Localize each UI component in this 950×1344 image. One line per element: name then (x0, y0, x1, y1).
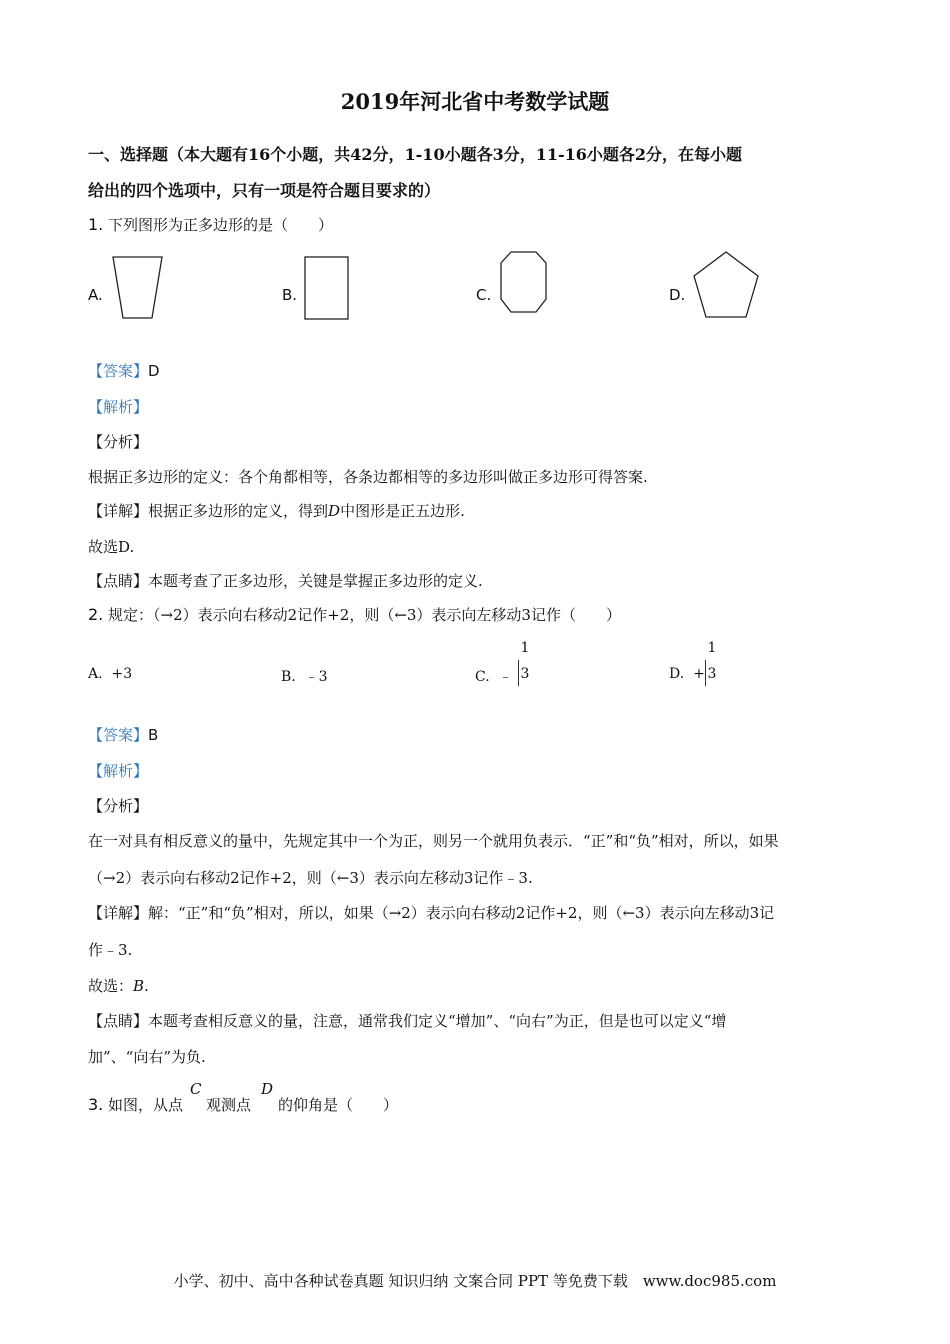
variable-d: D (328, 502, 341, 520)
q1-fenxi-tag: 【分析】 (88, 433, 149, 451)
option-label: C. (475, 669, 490, 685)
octagon-figure (498, 250, 550, 316)
question-text-b: 观测点 (206, 1096, 252, 1114)
answer-value: B (148, 726, 159, 744)
q1-option-a-label: A. (88, 286, 103, 304)
q1-xiangjie (88, 500, 465, 521)
q2-fenxi-tag: 【分析】 (88, 797, 149, 815)
question-3 (88, 1094, 183, 1115)
question-2 (88, 604, 621, 625)
option-value: + (693, 666, 705, 682)
q1-dianjing (88, 570, 483, 591)
question-text-a: 如图，从点 (108, 1096, 184, 1114)
q1-jiexi-tag: 【解析】 (88, 398, 149, 416)
answer-value: D (148, 362, 160, 380)
rectangle-figure (302, 254, 352, 322)
q2-jiexi-tag: 【解析】 (88, 762, 149, 780)
dianjing-tag: 【点睛】 (88, 572, 149, 590)
question-text: 规定：（→2）表示向右移动2记作+2，则（←3）表示向左移动3记作（ ） (108, 606, 621, 624)
question-number: 1. (88, 215, 104, 234)
q2-answer (88, 724, 158, 745)
xiangjie-text: 解：“正”和“负”相对，所以，如果（→2）表示向右移动2记作+2，则（←3）表示向左移动3记 (148, 904, 775, 922)
answer-tag: 【答案】 (88, 726, 149, 744)
q2-guxuan (88, 975, 149, 996)
xiangjie-text-b: 中图形是正五边形. (340, 502, 465, 520)
q2-xiangjie-line2: 作﹣3. (88, 941, 133, 959)
variable-c: C (190, 1080, 202, 1098)
q2-d-denominator: 3 (707, 666, 717, 682)
option-value: ﹣3 (304, 669, 328, 685)
q2-dianjing-line1 (88, 1010, 726, 1031)
q2-xiangjie-line1 (88, 902, 774, 923)
trapezoid-figure (110, 254, 166, 322)
section-heading-line2: 给出的四个选项中，只有一项是符合题目要求的） (88, 181, 441, 200)
q2-option-d (669, 666, 705, 682)
option-label: A. (88, 666, 103, 682)
xiangjie-tag: 【详解】 (88, 502, 149, 520)
question-number: 3. (88, 1095, 104, 1114)
guxuan-text: 故选： (88, 977, 134, 995)
question-text-c: 的仰角是（ ） (278, 1096, 399, 1114)
xiangjie-text-a: 根据正多边形的定义，得到 (148, 502, 329, 520)
dianjing-text: 本题考查相反意义的量，注意，通常我们定义“增加”、“向右”为正，但是也可以定义“增 (148, 1012, 727, 1030)
q1-answer (88, 360, 160, 381)
answer-tag: 【答案】 (88, 362, 149, 380)
q1-option-d-label: D. (669, 286, 686, 304)
q1-option-b-label: B. (282, 286, 298, 304)
page-title: 2019年河北省中考数学试题 (340, 89, 610, 114)
option-value: +3 (111, 666, 133, 682)
q2-fenxi-line2: （→2）表示向右移动2记作+2，则（←3）表示向左移动3记作﹣3. (88, 869, 533, 887)
dianjing-text: 本题考查了正多边形，关键是掌握正多边形的定义. (148, 572, 483, 590)
question-text: 下列图形为正多边形的是（ ） (108, 216, 334, 234)
q2-dianjing-line2: 加”、“向右”为负. (88, 1048, 206, 1066)
question-number: 2. (88, 605, 104, 624)
option-value: ﹣ (498, 669, 513, 685)
q1-fenxi-text: 根据正多边形的定义：各个角都相等，各条边都相等的多边形叫做正多边形可得答案. (88, 468, 648, 486)
guxuan-period: . (144, 977, 149, 995)
option-label: D. (669, 666, 685, 682)
xiangjie-tag: 【详解】 (88, 904, 149, 922)
q2-d-numerator: 1 (707, 640, 717, 656)
question-1 (88, 214, 333, 235)
q2-c-denominator: 3 (520, 666, 530, 682)
variable-d: D (261, 1080, 274, 1098)
section-heading-line1: 一、选择题（本大题有16个小题，共42分，1-10小题各3分，11-16小题各2分，在每小题 (88, 145, 743, 164)
q2-fenxi-line1: 在一对具有相反意义的量中，先规定其中一个为正，则另一个就用负表示．“正”和“负”相对，所以，如果 (88, 832, 779, 850)
q1-option-c-label: C. (476, 286, 492, 304)
q2-option-b (281, 666, 328, 686)
variable-b: B (133, 977, 145, 995)
q1-guxuan: 故选D. (88, 538, 135, 556)
option-label: B. (281, 669, 296, 685)
q2-option-a (88, 666, 132, 682)
pentagon-figure (692, 250, 760, 320)
footer-text: 小学、初中、高中各种试卷真题 知识归纳 文案合同 PPT 等免费下载 www.doc985.com (173, 1272, 777, 1290)
q2-option-c (475, 666, 513, 686)
dianjing-tag: 【点睛】 (88, 1012, 149, 1030)
q2-c-numerator: 1 (520, 640, 530, 656)
